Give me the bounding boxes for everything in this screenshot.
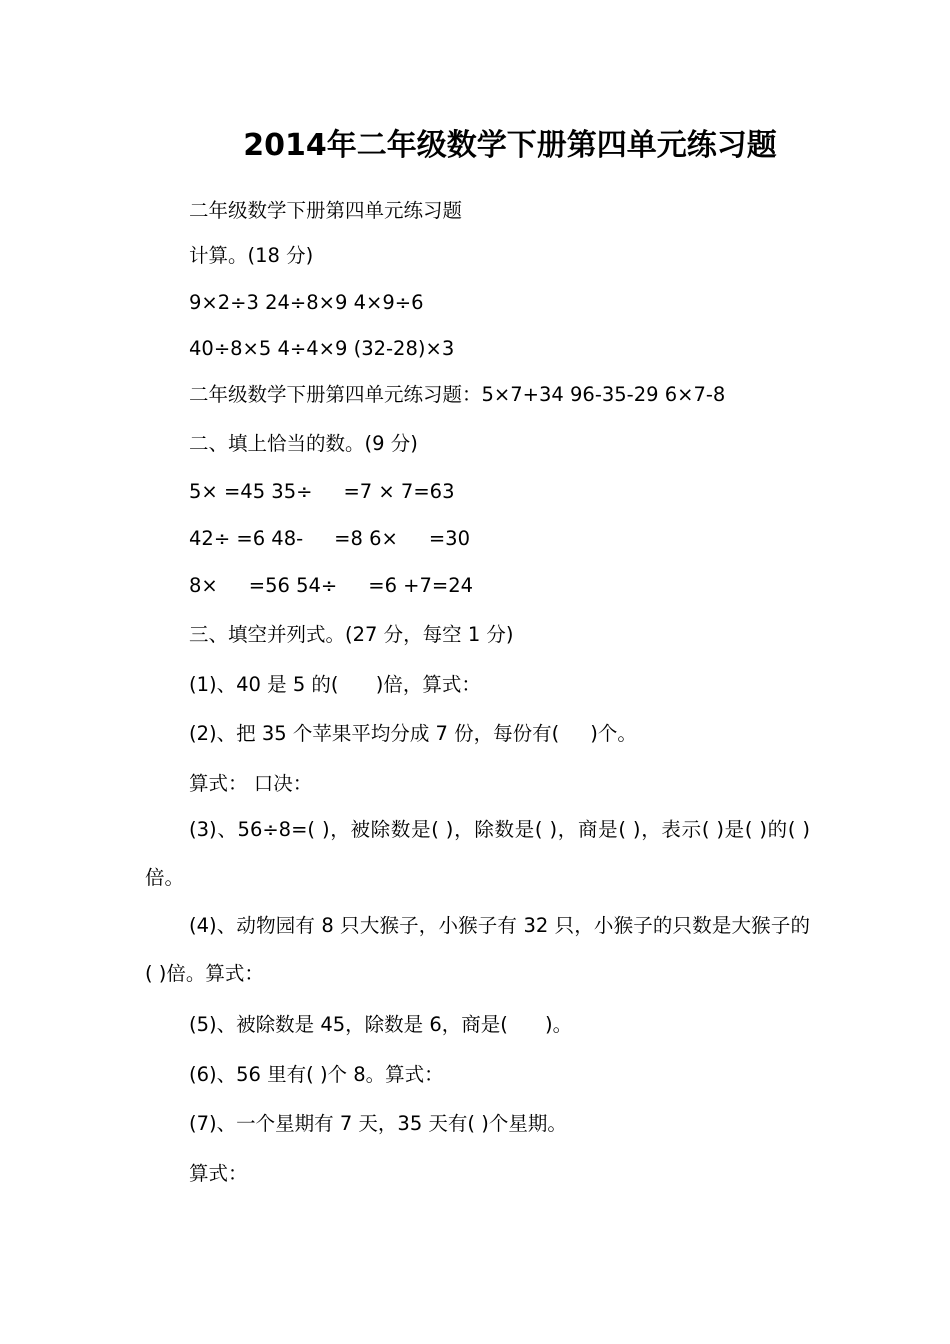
question-7: (7)、一个星期有 7 天，35 天有( )个星期。 [189,1112,567,1135]
question-1: (1)、40 是 5 的( )倍，算式： [189,673,481,696]
calc-row-2: 40÷8×5 4÷4×9 (32-28)×3 [189,337,455,360]
question-2-formula: 算式： 口决： [189,772,313,795]
calc-row-3: 二年级数学下册第四单元练习题：5×7+34 96-35-29 6×7-8 [189,383,726,406]
question-3: (3)、56÷8=( )，被除数是( )，除数是( )，商是( )，表示( )是( )的( )倍。 [145,818,810,889]
fill-row-1: 5× =45 35÷ =7 × 7=63 [189,480,455,503]
document-title: 2014年二年级数学下册第四单元练习题 [243,128,777,163]
question-2: (2)、把 35 个苹果平均分成 7 份，每份有( )个。 [189,722,637,745]
calc-row-1: 9×2÷3 24÷8×9 4×9÷6 [189,291,424,314]
question-4: (4)、动物园有 8 只大猴子，小猴子有 32 只，小猴子的只数是大猴子的( )倍。算式： [145,914,810,985]
question-5: (5)、被除数是 45，除数是 6，商是( )。 [189,1013,573,1036]
fill-row-3: 8× =56 54÷ =6 +7=24 [189,574,474,597]
fill-row-2: 42÷ =6 48- =8 6× =30 [189,527,470,550]
question-7-formula: 算式： [189,1162,248,1185]
section-fill-heading: 二、填上恰当的数。(9 分) [189,432,418,455]
subtitle-line: 二年级数学下册第四单元练习题 [189,199,463,222]
section-word-heading: 三、填空并列式。(27 分，每空 1 分) [189,623,514,646]
question-6: (6)、56 里有( )个 8。算式： [189,1063,444,1086]
section-calc-heading: 计算。(18 分) [189,244,314,267]
